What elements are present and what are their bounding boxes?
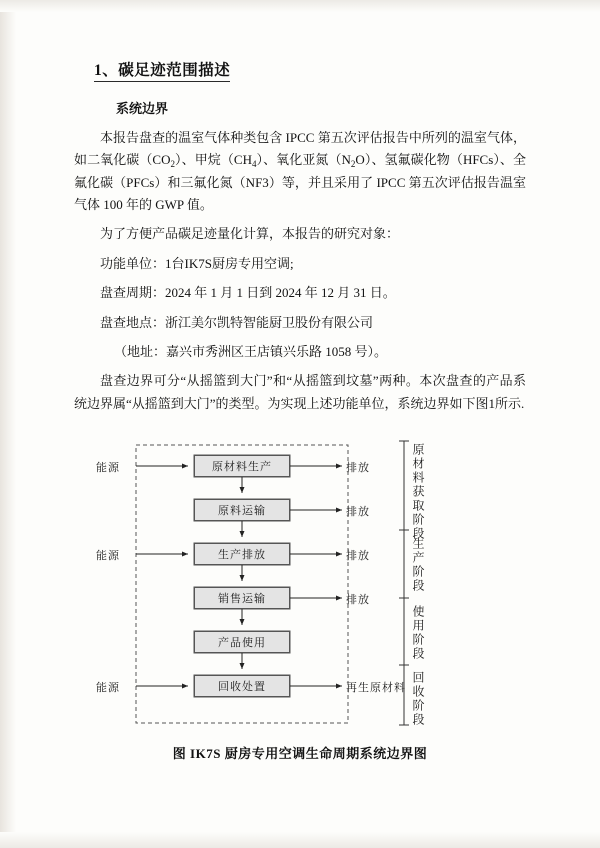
scan-edge-right [586, 0, 600, 848]
paragraph-greenhouse-gases [74, 127, 526, 216]
figure-caption: 图 IK7S 厨房专用空调生命周期系统边界图 [172, 745, 428, 761]
scan-edge-left [0, 0, 16, 848]
flow-box-raw-material-production: 原材料生产 [194, 455, 290, 477]
flowchart-svg [74, 433, 526, 733]
input-label-energy-1: 能源 [96, 461, 120, 474]
input-label-energy-2: 能源 [96, 549, 120, 562]
paragraph-functional-unit: 功能单位：1台IK7S厨房专用空调; [100, 255, 294, 271]
paragraph-study-object: 为了方便产品碳足迹量化计算，本报告的研究对象： [100, 226, 400, 242]
scan-edge-top [0, 0, 600, 12]
output-label-emission-4: 排放 [346, 593, 370, 606]
stage-label-use: 使用阶段 [411, 604, 425, 661]
subscript-2: 2 [350, 159, 356, 170]
stage-label-production: 生产阶段 [411, 536, 425, 593]
section-heading: 1、碳足迹范围描述 [94, 58, 230, 82]
paragraph-system-boundary: 盘查边界可分“从摇篮到大门”和“从摇篮到坟墓”两种。本次盘查的产品系统边界属“从摇篮到大门”的类型。为实现上述功能单位，系统边界如下图1所示. [74, 373, 526, 411]
text-run: ）、甲烷（CH [174, 152, 252, 168]
text-run: 本报告盘查的温室气体种类包含 IPCC 第五次评估报告中所列的温室气体，如二氧化碳（CO [74, 130, 526, 168]
output-label-recycled-material: 再生原材料 [346, 681, 406, 694]
text-run: O）、氢氟碳化物（HFCs）、全氟化碳（PFCs）和三氟化氮（NF3）等，并且采用了 IPCC 第五次评估报告温室气体 100 年的 GWP 值。 [74, 152, 526, 213]
flow-box-raw-material-transport: 原料运输 [194, 499, 290, 521]
figure-system-boundary [74, 433, 526, 733]
sub-section-heading: 系统边界 [116, 101, 169, 116]
subscript-2: 2 [170, 159, 175, 170]
output-label-emission-1: 排放 [346, 461, 370, 474]
paragraph-inventory-location: 盘查地点：浙江美尔凯特智能厨卫股份有限公司 [100, 314, 374, 330]
document-content [74, 58, 526, 762]
scan-edge-bottom [0, 832, 600, 848]
output-label-emission-3: 排放 [346, 549, 370, 562]
input-label-energy-3: 能源 [96, 681, 120, 694]
paragraph-address: （地址：嘉兴市秀洲区王店镇兴乐路 1058 号）。 [114, 343, 388, 359]
stage-label-recycling: 回收阶段 [411, 670, 425, 727]
flow-box-recycling-disposal: 回收处置 [194, 675, 290, 697]
flow-box-production-emission: 生产排放 [194, 543, 290, 565]
paragraph-inventory-period: 盘查周期：2024 年 1 月 1 日到 2024 年 12 月 31 日。 [100, 285, 396, 301]
flow-box-product-use: 产品使用 [194, 631, 290, 653]
stage-label-raw-material-acquisition: 原材料获取阶段 [411, 442, 425, 541]
output-label-emission-2: 排放 [346, 505, 370, 518]
flow-box-sales-transport: 销售运输 [194, 587, 290, 609]
text-run: ）、氧化亚氮（N [256, 152, 351, 168]
subscript-4: 4 [251, 159, 257, 170]
